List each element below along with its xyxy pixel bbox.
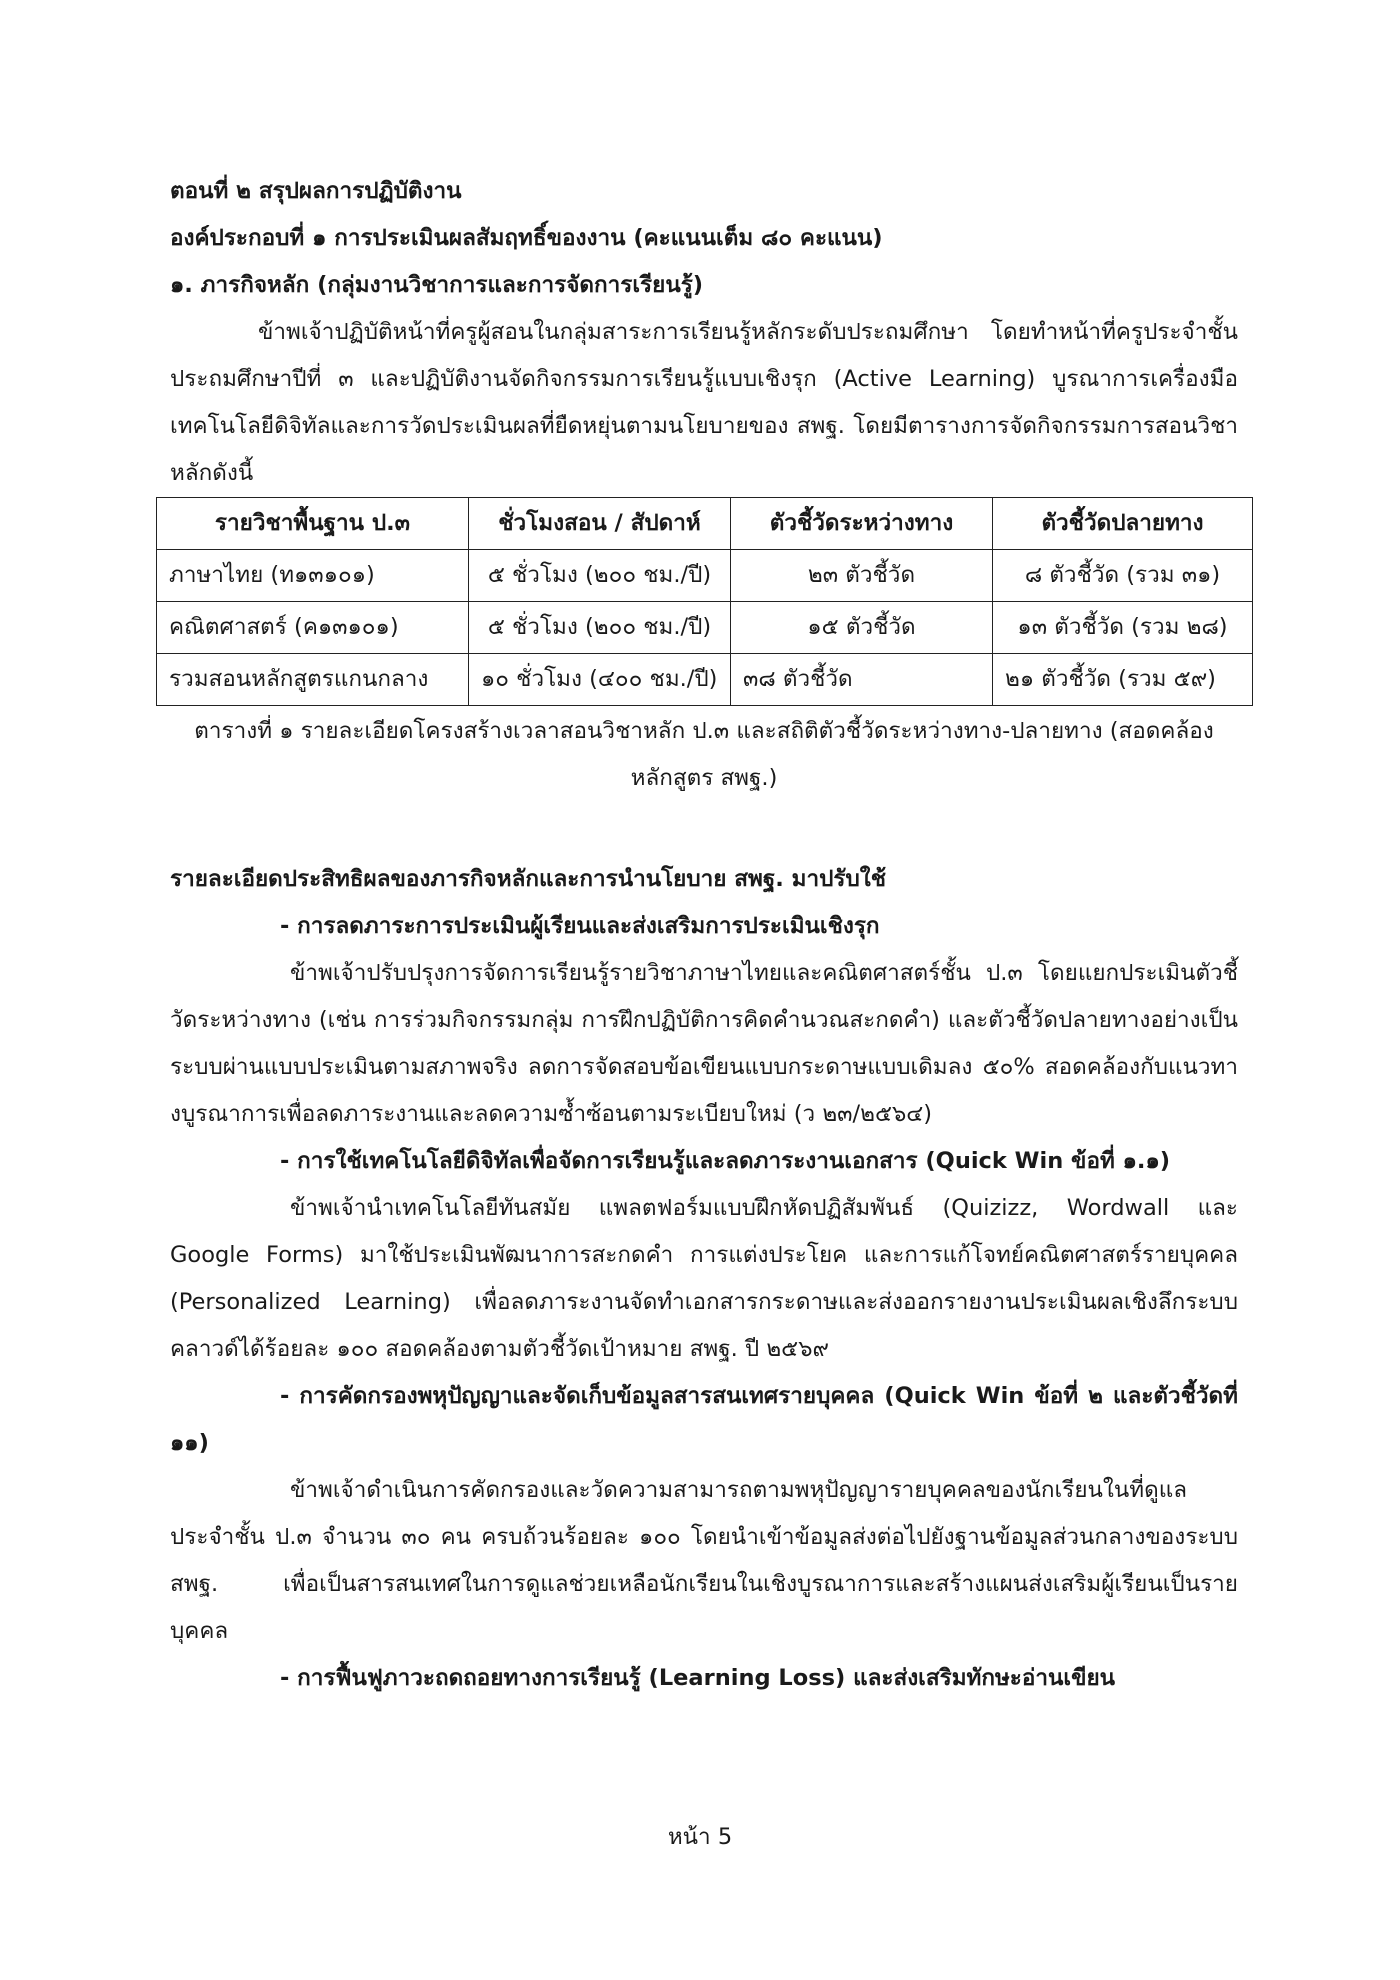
table-cell: ๕ ชั่วโมง (๒๐๐ ชม./ปี) bbox=[469, 550, 731, 602]
item-heading: - การฟื้นฟูภาวะถดถอยทางการเรียนรู้ (Learning Loss) และส่งเสริมทักษะอ่านเขียน bbox=[280, 1665, 1116, 1691]
table-cell: ภาษาไทย (ท๑๓๑๐๑) bbox=[157, 550, 469, 602]
page-content bbox=[170, 168, 1238, 1702]
table-header-cell: ชั่วโมงสอน / สัปดาห์ bbox=[469, 498, 731, 550]
table-row bbox=[157, 602, 1253, 654]
table-cell: ๘ ตัวชี้วัด (รวม ๓๑) bbox=[993, 550, 1253, 602]
intro-paragraph: ข้าพเจ้าปฏิบัติหน้าที่ครูผู้สอนในกลุ่มสาระการเรียนรู้หลักระดับประถมศึกษา โดยทำหน้าที่ครูประจำชั้นประถมศึกษาปีที่ ๓ และปฏิบัติงานจัดกิจกรรมการเรียนรู้แบบเชิงรุก (Active Learning) บูรณาการเครื่องมือเทคโนโลยีดิจิทัลและการวัดประเมินผลที่ยืดหยุ่นตามนโยบายของ สพฐ. โดยมีตารางการจัดกิจกรรมการสอนวิชาหลักดังนี้ bbox=[170, 319, 1238, 486]
part-heading: ตอนที่ ๒ สรุปผลการปฏิบัติงาน bbox=[170, 178, 462, 204]
table-cell: ๑๕ ตัวชี้วัด bbox=[731, 602, 993, 654]
table-cell: ๒๓ ตัวชี้วัด bbox=[731, 550, 993, 602]
section-heading: ๑. ภารกิจหลัก (กลุ่มงานวิชาการและการจัดการเรียนรู้) bbox=[170, 272, 704, 298]
table-cell: คณิตศาสตร์ (ค๑๓๑๐๑) bbox=[157, 602, 469, 654]
table-header-cell: ตัวชี้วัดระหว่างทาง bbox=[731, 498, 993, 550]
table-cell: ๓๘ ตัวชี้วัด bbox=[731, 654, 993, 706]
table-header-row bbox=[157, 498, 1253, 550]
table-row bbox=[157, 550, 1253, 602]
table-header-cell: รายวิชาพื้นฐาน ป.๓ bbox=[157, 498, 469, 550]
table-cell: ๑๓ ตัวชี้วัด (รวม ๒๘) bbox=[993, 602, 1253, 654]
page-number: หน้า 5 bbox=[667, 1824, 733, 1850]
table-caption: ตารางที่ ๑ รายละเอียดโครงสร้างเวลาสอนวิชาหลัก ป.๓ และสถิติตัวชี้วัดระหว่างทาง-ปลายทาง (สอดคล้องหลักสูตร สพฐ.) bbox=[194, 718, 1214, 791]
item-body: ข้าพเจ้าดำเนินการคัดกรองและวัดความสามารถตามพหุปัญญารายบุคคลของนักเรียนในที่ดูแลประจำชั้น ป.๓ จำนวน ๓๐ คน ครบถ้วนร้อยละ ๑๐๐ โดยนำเข้าข้อมูลส่งต่อไปยังฐานข้อมูลส่วนกลางของระบบ สพฐ. เพื่อเป็นสารสนเทศในการดูแลช่วยเหลือนักเรียนในเชิงบูรณาการและสร้างแผนส่งเสริมผู้เรียนเป็นรายบุคคล bbox=[170, 1477, 1238, 1644]
table-header-cell: ตัวชี้วัดปลายทาง bbox=[993, 498, 1253, 550]
table-row bbox=[157, 654, 1253, 706]
item-body: ข้าพเจ้าปรับปรุงการจัดการเรียนรู้รายวิชาภาษาไทยและคณิตศาสตร์ชั้น ป.๓ โดยแยกประเมินตัวชี้วัดระหว่างทาง (เช่น การร่วมกิจกรรมกลุ่ม การฝึกปฏิบัติการคิดคำนวณสะกดคำ) และตัวชี้วัดปลายทางอย่างเป็นระบบผ่านแบบประเมินตามสภาพจริง ลดการจัดสอบข้อเขียนแบบกระดาษแบบเดิมลง ๕๐% สอดคล้องกับแนวทางบูรณาการเพื่อลดภาระงานและลดความซ้ำซ้อนตามระเบียบใหม่ (ว ๒๓/๒๕๖๔) bbox=[170, 960, 1238, 1127]
details-heading: รายละเอียดประสิทธิผลของภารกิจหลักและการนำนโยบาย สพฐ. มาปรับใช้ bbox=[170, 866, 887, 892]
component-heading: องค์ประกอบที่ ๑ การประเมินผลสัมฤทธิ์ของงาน (คะแนนเต็ม ๘๐ คะแนน) bbox=[170, 225, 883, 251]
table-cell: ๑๐ ชั่วโมง (๔๐๐ ชม./ปี) bbox=[469, 654, 731, 706]
table-cell: รวมสอนหลักสูตรแกนกลาง bbox=[157, 654, 469, 706]
item-heading: - การใช้เทคโนโลยีดิจิทัลเพื่อจัดการเรียนรู้และลดภาระงานเอกสาร (Quick Win ข้อที่ ๑.๑) bbox=[280, 1148, 1171, 1174]
item-heading: - การลดภาระการประเมินผู้เรียนและส่งเสริมการประเมินเชิงรุก bbox=[280, 913, 880, 939]
item-heading: - การคัดกรองพหุปัญญาและจัดเก็บข้อมูลสารสนเทศรายบุคคล (Quick Win ข้อที่ ๒ และตัวชี้วัดที่ ๑๑) bbox=[170, 1383, 1238, 1456]
table-cell: ๕ ชั่วโมง (๒๐๐ ชม./ปี) bbox=[469, 602, 731, 654]
section-spacer bbox=[170, 802, 1238, 856]
table-cell: ๒๑ ตัวชี้วัด (รวม ๕๙) bbox=[993, 654, 1253, 706]
teaching-schedule-table bbox=[156, 497, 1253, 706]
item-body: ข้าพเจ้านำเทคโนโลยีทันสมัย แพลตฟอร์มแบบฝึกหัดปฏิสัมพันธ์ (Quizizz, Wordwall และ Google Forms) มาใช้ประเมินพัฒนาการสะกดคำ การแต่งประโยค และการแก้โจทย์คณิตศาสตร์รายบุคคล (Personalized Learning) เพื่อลดภาระงานจัดทำเอกสารกระดาษและส่งออกรายงานประเมินผลเชิงลึกระบบคลาวด์ได้ร้อยละ ๑๐๐ สอดคล้องตามตัวชี้วัดเป้าหมาย สพฐ. ปี ๒๕๖๙ bbox=[170, 1195, 1238, 1362]
